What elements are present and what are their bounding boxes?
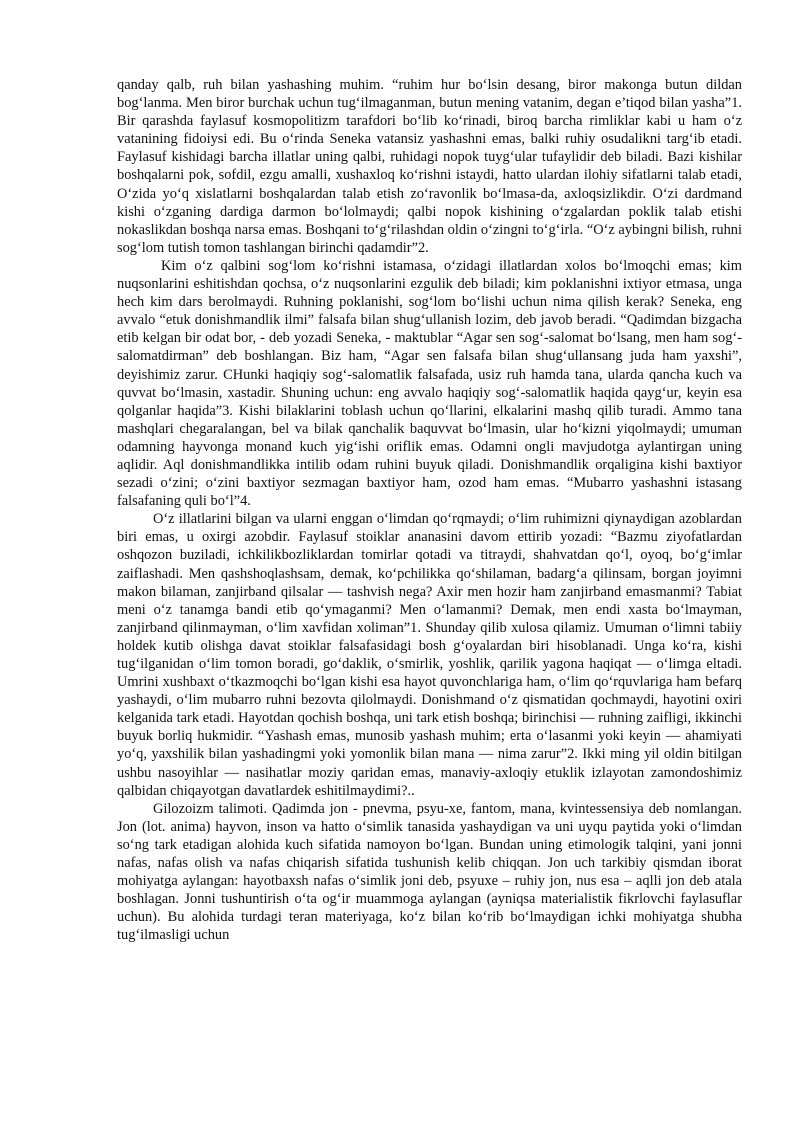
paragraph-4: Gilozoizm talimoti. Qadimda jon - pnevma, psyu-xe, fantom, mana, kvintessensiya deb nomlangan. Jon (lot. anima) hayvon, inson va hatto o‘simlik tanasida yashaydigan va uni uyqu paytida yoki o‘limdan so‘ng tark etadigan alohida kuch sifatida namoyon bo‘lgan. Bundan uning etimologik talqini, yani jonni nafas, nafas olish va nafas chiqarish sifatida tushunish kelib chiqqan. Jon uch tarkibiy qismdan iborat mohiyatga aylangan: hayotbaxsh nafas o‘simlik joni deb, psyuxe – ruhiy jon, nus esa – aqlli jon deb atala boshlagan. Jonni tushuntirish o‘ta og‘ir muammoga aylangan (ayniqsa materialistik fikrlovchi faylasuflar uchun). Bu alohida turdagi teran materiyaga, ko‘z bilan ko‘rib bo‘lmaydigan ichki mohiyatga shubha tug‘ilmasligi uchun [117,800,742,944]
paragraph-2: Kim o‘z qalbini sog‘lom ko‘rishni istamasa, o‘zidagi illatlardan xolos bo‘lmoqchi emas; kim nuqsonlarini eshitishdan qochsa, o‘z nuqsonlarini ezgulik deb biladi; kim poklanishni ixtiyor etmasa, unga hech kim dars berolmaydi. Ruhning poklanishi, sog‘lom bo‘lishi uchun nima qilish kerak? Seneka, eng avvalo “etuk donishmandlik ilmi” falsafa bilan shug‘ullanish lozim, deb javob beradi. “Qadimdan bizgacha etib kelgan bir odat bor, - deb yozadi Seneka, - maktublar “Agar sen sog‘-salomat bo‘lsang, men ham sog‘-salomatdirman” deb boshlangan. Biz ham, “Agar sen falsafa bilan shug‘ullansang juda ham yaxshi”, deyishimiz zarur. CHunki haqiqiy sog‘-salomatlik falsafada, usiz ruh hamda tana, ularda qancha kuch va quvvat bo‘lmasin, xastadir. Shuning uchun: eng avvalo haqiqiy sog‘-salomatlik haqida qayg‘ur, keyin esa qolganlar haqida”3. Kishi bilaklarini toblash uchun qo‘llarini, elkalarini mashq qilib turadi. Ammo tana mashqlari chegaralangan, bel va bilak qanchalik baquvvat bo‘lmasin, ular ho‘kizni yiqolmaydi; umuman odamning hayvonga monand kuch yig‘ishi oriflik emas. Odamni ongli mavjudotga aylantirgan uning aqlidir. Aql donishmandlikka intilib odam ruhini buyuk qiladi. Donishmandlik orqaligina kishi baxtiyor sezadi o‘zini; o‘zini baxtiyor sezmagan baxtiyor ham, ozod ham emas. “Mubarro yashashni istasang falsafaning quli bo‘l”4. [117,257,742,510]
paragraph-1: qanday qalb, ruh bilan yashashing muhim. “ruhim hur bo‘lsin desang, biror makonga butun dildan bog‘lanma. Men biror burchak uchun tug‘ilmaganman, butun mening vatanim, degan e’tiqod bilan yasha”1. Bir qarashda faylasuf kosmopolitizm tarafdori bo‘lib ko‘rinadi, biroq barcha rimliklar kabi u ham o‘z vatanining fidoiysi edi. Bu o‘rinda Seneka vatansiz yashashni emas, balki ruhiy osudalikni targ‘ib etadi. Faylasuf kishidagi barcha illatlar uning qalbi, ruhidagi nopok tuyg‘ular tufaylidir deb biladi. Bazi kishilar boshqalarni pok, sofdil, ezgu amalli, xushaxloq ko‘rishni istaydi, hatto ulardan ilohiy sifatlarni talab etadi, O‘zida yo‘q xislatlarni boshqalardan talab etish zo‘ravonlik bo‘lmasa-da, axloqsizlikdir. O‘zi dardmand kishi o‘zganing dardiga darmon bo‘lolmaydi; qalbi nopok kishining o‘zgalardan poklik talab etishi nokaslikdan boshqa narsa emas. Boshqani to‘g‘rilashdan oldin o‘zingni to‘g‘irla. “O‘z aybingni bilish, ruhni sog‘lom tutish tomon tashlangan birinchi qadamdir”2. [117,77,742,256]
paragraph-3: O‘z illatlarini bilgan va ularni enggan o‘limdan qo‘rqmaydi; o‘lim ruhimizni qiynaydigan azoblardan biri emas, u oxirgi azobdir. Faylasuf stoiklar ananasini davom ettirib yozadi: “Bazmu ziyofatlardan oshqozon buziladi, ichkilikbozliklardan tomirlar qotadi va titraydi, shahvatdan qo‘l, oyoq, bo‘g‘imlar zaiflashadi. Men qashshoqlashsam, demak, ko‘pchilikka qo‘shilaman, badarg‘a qilinsam, borgan joyimni makon bilaman, zanjirband qilsalar — tashvish nega? Axir men hozir ham zanjirband emasmanmi? Tabiat meni o‘z tanamga bandi etib qo‘ymaganmi? Men o‘lamanmi? Demak, men endi xasta bo‘lmayman, zanjirband qilinmayman, o‘lim xavfidan xoliman”1. Shunday qilib xulosa qilamiz. Umuman o‘limni tabiiy holdek kutib olishga davat stoiklar falsafasidagi bosh g‘oyalardan biri hisoblanadi. Unga ko‘ra, kishi tug‘ilganidan o‘lim tomon boradi, go‘daklik, o‘smirlik, yoshlik, qarilik yagona haqiqat — o‘limga eltadi. Umrini xushbaxt o‘tkazmoqchi bo‘lgan kishi esa hayot quvonchlariga ham, o‘lim qo‘rquvlariga ham befarq yashaydi, o‘lim mubarro ruhni bezovta qilolmaydi. Donishmand o‘z qismatidan qochmaydi, hayotini oxiri kelganida tark etadi. Hayotdan qochish boshqa, uni tark etish boshqa; birinchisi — ruhning zaifligi, ikkinchi buyuk borliq hukmidir. “Yashash emas, munosib yashash muhim; erta o‘lasanmi yoki keyin — ahamiyati yo‘q, yaxshilik bilan yashadingmi yoki yomonlik bilan mana — nima zarur”2. Ikki ming yil oldin bitilgan ushbu nasoyihlar — nasihatlar moziy qaridan emas, manaviy-axloqiy etuklik izlayotan zamondoshimiz qalbidan chiqayotgan davatlardek eshitilmaydimi?.. [117,511,742,799]
document-page [117,76,742,945]
